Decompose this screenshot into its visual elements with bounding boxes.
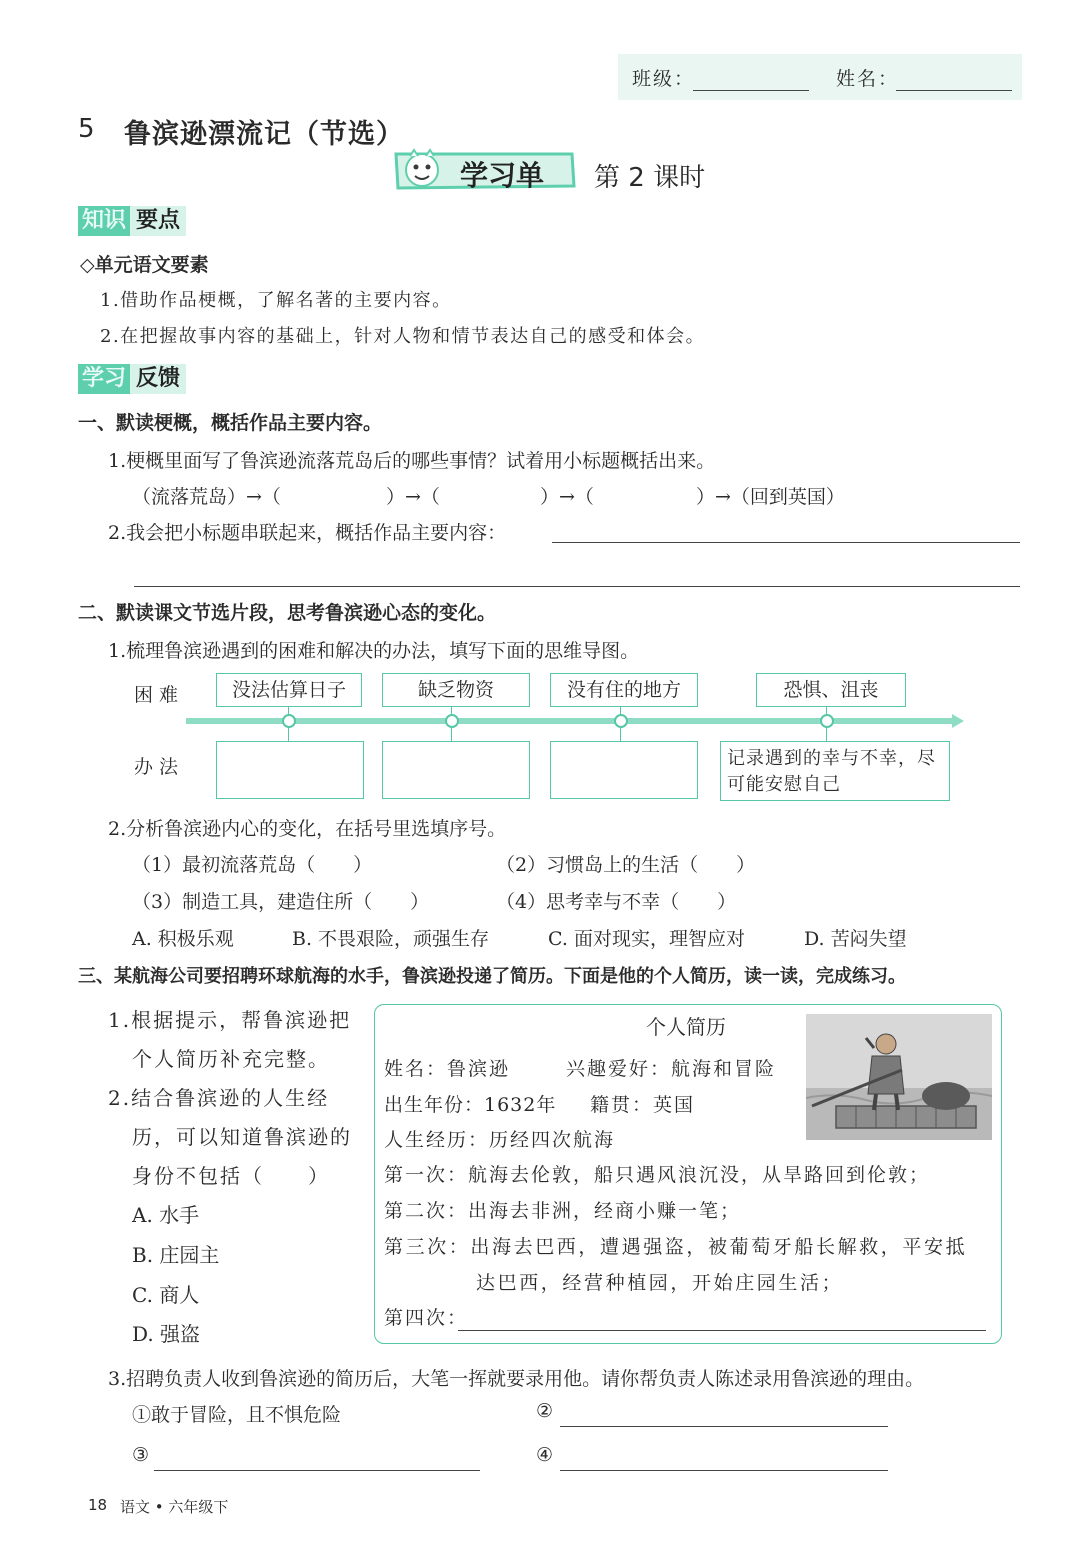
difficulty-box-1: 没法估算日子 <box>216 673 362 707</box>
solution-box-3[interactable] <box>550 741 698 799</box>
s3-q3: 3.招聘负责人收到鲁滨逊的简历后，大笔一挥就要录用他。请你帮负责人陈述录用鲁滨逊的理由。 <box>108 1368 925 1390</box>
difficulty-box-3: 没有住的地方 <box>550 673 698 707</box>
summary-line-2[interactable] <box>134 586 1020 587</box>
resume-life: 人生经历：历经四次航海 <box>384 1129 616 1151</box>
resume-trip-1: 第一次：航海去伦敦，船只遇风浪沉没，从旱路回到伦敦； <box>384 1164 931 1186</box>
s2-q2: 2.分析鲁滨逊内心的变化，在括号里选填序号。 <box>108 818 507 840</box>
knowledge-item-2: 2.在把握故事内容的基础上，针对人物和情节表达自己的感受和体会。 <box>100 326 706 347</box>
chain-mid2: ）→（ <box>540 486 594 508</box>
class-field[interactable] <box>693 90 809 91</box>
chain-first: （流落荒岛）→（ <box>132 486 281 508</box>
reason-2-line[interactable] <box>560 1426 888 1427</box>
option-d: D. 苦闷失望 <box>804 928 907 950</box>
s3-q2-line3: 身份不包括（ ） <box>132 1164 330 1188</box>
s2-sub-4: （4）思考幸与不幸（ ） <box>496 891 737 913</box>
reason-1: ①敢于冒险，且不惧危险 <box>132 1404 342 1426</box>
badge-label: 学习单 <box>460 159 545 192</box>
s2-sub-3: （3）制造工具，建造住所（ ） <box>132 891 430 913</box>
node-dot <box>282 714 296 728</box>
s2-sub-2: （2）习惯岛上的生活（ ） <box>496 854 756 876</box>
s3-q1-line1: 1.根据提示，帮鲁滨逊把 <box>108 1008 352 1032</box>
resume-title: 个人简历 <box>646 1015 726 1039</box>
knowledge-item-1: 1.借助作品梗概，了解名著的主要内容。 <box>100 290 452 311</box>
resume-trip-2: 第二次：出海去非洲，经商小赚一笔； <box>384 1200 742 1222</box>
trip4-answer-line[interactable] <box>458 1330 986 1331</box>
difficulty-box-2: 缺乏物资 <box>382 673 530 707</box>
knowledge-heading: ◇单元语文要素 <box>80 254 209 276</box>
choice-a: A. 水手 <box>132 1203 200 1227</box>
section2-title: 二、默读课文节选片段，思考鲁滨逊心态的变化。 <box>78 602 497 624</box>
reason-3-label: ③ <box>132 1444 150 1466</box>
resume-trip-3a: 第三次：出海去巴西，遭遇强盗，被葡萄牙船长解救，平安抵 <box>384 1236 968 1258</box>
s3-q2-line2: 历，可以知道鲁滨逊的 <box>132 1125 352 1149</box>
map-arrow-line <box>186 712 966 732</box>
knowledge-tag-a: 知识 <box>78 206 130 236</box>
footer-text: 语文 • 六年级下 <box>120 1498 229 1516</box>
section3-title: 三、某航海公司要招聘环球航海的水手，鲁滨逊投递了简历。下面是他的个人简历，读一读，完成练习。 <box>78 966 906 987</box>
name-label: 姓名： <box>836 68 900 90</box>
node-dot <box>445 714 459 728</box>
solution-box-1[interactable] <box>216 741 364 799</box>
lesson-period: 第 2 课时 <box>594 163 706 193</box>
resume-hobby: 兴趣爱好：航海和冒险 <box>566 1058 777 1080</box>
solution-box-2[interactable] <box>382 741 530 799</box>
section1-title: 一、默读梗概，概括作品主要内容。 <box>78 412 383 434</box>
node-dot <box>614 714 628 728</box>
summary-line-1[interactable] <box>552 542 1020 543</box>
s2-sub-1: （1）最初流落荒岛（ ） <box>132 854 373 876</box>
choice-c: C. 商人 <box>132 1283 200 1307</box>
knowledge-tag-b: 要点 <box>130 206 186 236</box>
feedback-tag-b: 反馈 <box>130 364 186 394</box>
page-number: 18 <box>88 1496 108 1514</box>
resume-trip-3b: 达巴西，经营种植园，开始庄园生活； <box>476 1272 844 1294</box>
resume-name: 姓名：鲁滨逊 <box>384 1058 511 1080</box>
s3-q1-line2: 个人简历补充完整。 <box>132 1047 330 1071</box>
option-c: C. 面对现实，理智应对 <box>548 928 745 950</box>
s1-q2: 2.我会把小标题串联起来，概括作品主要内容： <box>108 522 507 544</box>
map-difficulty-label: 困难 <box>134 684 185 706</box>
knowledge-tag <box>78 206 186 236</box>
feedback-tag-a: 学习 <box>78 364 130 394</box>
solution-box-4: 记录遇到的幸与不幸，尽可能安慰自己 <box>720 741 950 801</box>
s1-q1: 1.梗概里面写了鲁滨逊流落荒岛后的哪些事情？试着用小标题概括出来。 <box>108 450 716 472</box>
s2-q1: 1.梳理鲁滨逊遇到的困难和解决的办法，填写下面的思维导图。 <box>108 640 640 662</box>
lesson-title: 鲁滨逊漂流记（节选） <box>124 119 404 150</box>
s3-q2-line1: 2.结合鲁滨逊的人生经 <box>108 1086 330 1110</box>
resume-native: 籍贯：英国 <box>590 1094 696 1116</box>
choice-b: B. 庄园主 <box>132 1243 220 1267</box>
option-b: B. 不畏艰险，顽强生存 <box>292 928 490 950</box>
lesson-number: 5 <box>78 114 95 144</box>
difficulty-box-4: 恐惧、沮丧 <box>756 673 906 707</box>
chain-mid1: ）→（ <box>386 486 440 508</box>
resume-birth: 出生年份：1632年 <box>384 1094 557 1116</box>
choice-d: D. 强盗 <box>132 1322 201 1346</box>
class-label: 班级： <box>632 68 696 90</box>
node-dot <box>820 714 834 728</box>
reason-4-label: ④ <box>536 1444 554 1466</box>
chain-last: ）→（回到英国） <box>696 486 845 508</box>
reason-4-line[interactable] <box>560 1470 888 1471</box>
resume-trip-4: 第四次： <box>384 1307 469 1329</box>
reason-2-label: ② <box>536 1400 554 1422</box>
reason-3-line[interactable] <box>154 1470 480 1471</box>
map-solution-label: 办法 <box>134 756 185 778</box>
name-field[interactable] <box>896 90 1012 91</box>
option-a: A. 积极乐观 <box>132 928 234 950</box>
feedback-tag <box>78 364 186 394</box>
robinson-raft-illustration <box>806 1014 992 1140</box>
